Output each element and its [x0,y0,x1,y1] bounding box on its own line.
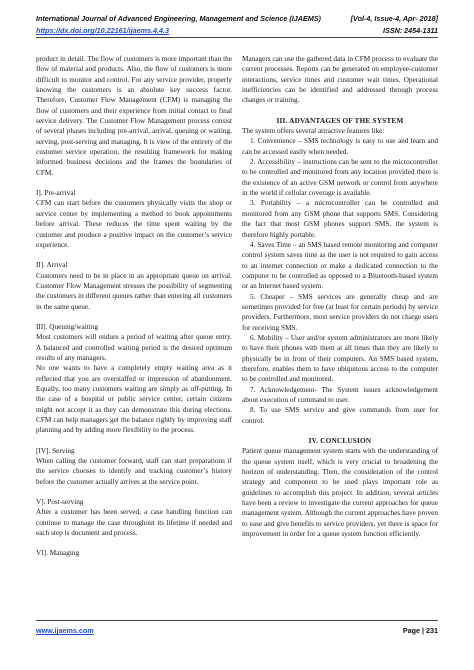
intro-paragraph: Managers can use the gathered data in CFM process to evaluate the current processes. Reports can be generated on employee-customer interactions, service times and customer wait times. Operational inefficiencies can be identified and addressed through process changes or training. [242,55,438,105]
advantage-item: 7. Acknowledgement- The System issues acknowledgement about execution of command to user. [242,385,438,404]
right-column [242,54,438,539]
section-heading: II]. Arrival [36,261,68,270]
section-heading: [IV]. Serving [36,446,75,455]
doi-link[interactable]: https://dx.doi.org/10.22161/ijaems.4.4.3 [36,26,170,35]
section-body: No one wants to have a completely empty waiting area as it reflected that you are overstaffed or impression of abandonment. Equally, too many customers waiting are simply as off-putting. In the case of a hospital or public service center, certain citizens might not accept it as they can demonstrate this during elections. CFM can help managers get the balance rightly by improving staff planning and by adding more flexibility to the process. [36,364,232,435]
advantage-item: 4. Saves Time – an SMS based remote monitoring and computer control system saves time as the user is not required to gain access to an internet connection or make a dedicated connection to the computer to be controlled as opposed to a Bluetooth-based system or an Internet based system. [242,240,438,291]
advantages-lead: The system offers several attractive features like: [242,127,385,136]
section-body: Customers need to be in place in an appropriate queue on arrival. Customer Flow Management stresses the possibility of segmenting the customers in different queues rather than entering all customers in the same queue. [36,271,232,311]
advantage-item: 3. Portability – a microcontroller can be controlled and monitored from any GSM phone that supports SMS. Considering the fact that most GSM phones support SMS, the system is therefore highly portable. [242,199,438,239]
advantage-item: 5. Cheaper – SMS services are generally cheap and are sometimes provided for free (at least for certain periods) by service providers. Furthermore, most service providers do not charge users for receiving SMS. [242,292,438,332]
volume-issue: [Vol-4, Issue-4, Apr- 2018] [350,14,438,23]
intro-paragraph: product in detail. The flow of customers is more important than the flow of material and products. Also, the flow of customers is more difficult to monitor and control. For any service provider, properly knowing the customers is an absolute key success factor. Therefore, Customer Flow Management (CFM) is managing the flow of customers and their experience from initial contact to final service delivery. The Customer Flow Management process consist of several phases including pre-arrival, arrival, queuing or waiting, serving, post-serving and managing. It is view of the entirety of the customer service operation, the resulting framework for making informed business decisions and the frames the boundaries of CFM. [36,55,232,177]
website-link[interactable]: www.ijaems.com [36,626,94,635]
journal-title: International Journal of Advanced Engineering, Management and Science (IJAEMS) [36,14,321,23]
section-heading: VI]. Managing [36,549,80,558]
left-column [36,54,232,559]
header-rule [36,37,438,38]
issn: ISSN: 2454-1311 [382,26,438,35]
section-body: After a customer has been served, a case handling function can continue to manage the case throughout its lifetime if needed and each step is document and process. [36,508,232,538]
section-body: When calling the customer forward, staff can start preparations if the service chooses to identify and tracking customer’s history before the customer actually arrives at the service point. [36,457,232,486]
advantage-item: 8. To use SMS service and give commands from user for control. [242,406,438,425]
section-heading: V]. Post-serving [36,498,84,507]
conclusion-paragraph: Patient queue management system starts with the understanding of the queue system itself, which is very crucial to broadening the horizon of understanding. Then, the consideration of the control strategy and component to be used plays important role as guidelines to accomplish this project. In addition, several articles have been a review to investigate the current approaches for queue management system. Although the current approaches have proven to ease and give benefits to service providers, yet there is space for improvement in order for a queue system function efficiently. [242,447,438,539]
advantage-item: 1. Convenience – SMS technology is easy to use and learn and can be accessed easily when needed. [242,137,438,156]
section-body: CFM can start before the customers physically visits the shop or service center by implementing a method to book appointments before arrival. These reduces the time spent waiting by the customer and produce a positive impact on the customer’s service experience. [36,199,232,249]
advantage-item: 2. Accessibility – instructions can be sent to the microcontroller to be controlled and monitored from any location provided there is the existence of an active GSM network or control from anywhere in the world if cellular coverage is available. [242,158,438,198]
section-title-conclusion: IV. CONCLUSION [308,437,372,446]
page-number: Page | 231 [402,626,438,635]
section-heading: III]. Queuing/waiting [36,322,99,331]
footer-rule [36,620,438,621]
section-body: Most customers will endure a period of waiting after queue entry. A balanced and controlled waiting period is the desired optimum results of any managers. [36,333,232,362]
section-title-advantages: III. ADVANTAGES OF THE SYSTEM [276,116,404,125]
advantage-item: 6. Mobility – User and/or system administrators are more likely to have their phones with them at all times than they are likely to physically be in front of their computers. An SMS based system, therefore, enables them to have ubiquitous access to the computer to be controlled and monitored. [242,333,438,384]
section-heading: I]. Pre-arrival [36,189,76,198]
